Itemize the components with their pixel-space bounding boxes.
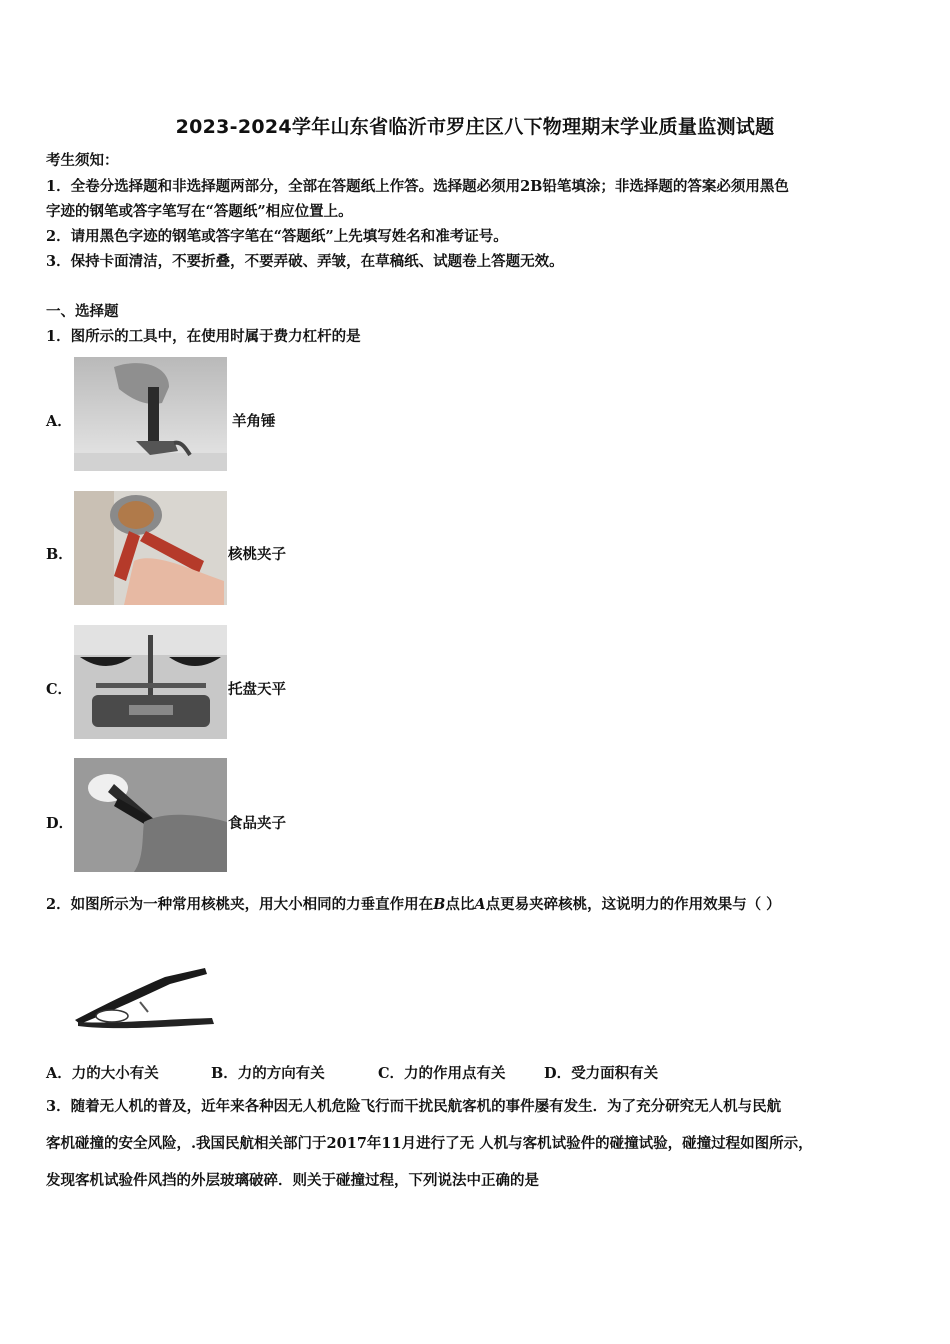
claw-hammer-photo-icon bbox=[74, 357, 227, 471]
notice-item-1-cont: 字迹的钢笔或答字笔写在“答题纸”相应位置上。 bbox=[46, 203, 353, 220]
q3-line-3: 发现客机试验件风挡的外层玻璃破碎．则关于碰撞过程，下列说法中正确的是 bbox=[46, 1172, 539, 1189]
notice-item-2: 2．请用黑色字迹的钢笔或答字笔在“答题纸”上先填写姓名和准考证号。 bbox=[46, 228, 508, 245]
notice-item-3: 3．保持卡面清洁，不要折叠，不要弄破、弄皱，在草稿纸、试题卷上答题无效。 bbox=[46, 253, 564, 270]
section-heading: 一、选择题 bbox=[46, 303, 119, 320]
notice-item-1: 1．全卷分选择题和非选择题两部分，全部在答题纸上作答。选择题必须用2B铅笔填涂；非选择题的答案必须用黑色 bbox=[46, 178, 789, 195]
q3-line-1: 3．随着无人机的普及，近年来各种因无人机危险飞行而干扰民航客机的事件屡有发生．为了充分研究无人机与民航 bbox=[46, 1098, 782, 1115]
q1-option-c-letter: C． bbox=[46, 681, 73, 698]
page-title: 2023-2024学年山东省临沂市罗庄区八下物理期末学业质量监测试题 bbox=[175, 116, 775, 138]
notice-heading: 考生须知： bbox=[46, 152, 119, 169]
q1-stem: 1．图所示的工具中，在使用时属于费力杠杆的是 bbox=[46, 328, 361, 345]
q1-option-d-label: 食品夹子 bbox=[228, 815, 286, 832]
q2-choice-a: A．力的大小有关 bbox=[46, 1065, 159, 1082]
q1-option-a-label: 羊角锤 bbox=[232, 413, 276, 430]
q3-line-2: 客机碰撞的安全风险，.我国民航相关部门于2017年11月进行了无 人机与客机试验件的碰撞试验，碰撞过程如图所示， bbox=[46, 1135, 813, 1152]
q2-stem: 2．如图所示为一种常用核桃夹，用大小相同的力垂直作用在B点比A点更易夹碎核桃，这说明力的作用效果与（ ） bbox=[46, 896, 781, 913]
q1-option-a-letter: A． bbox=[46, 413, 72, 430]
q2-choice-c: C．力的作用点有关 bbox=[378, 1065, 506, 1082]
balance-scale-photo-icon bbox=[74, 625, 227, 739]
q2-choice-b: B．力的方向有关 bbox=[211, 1065, 325, 1082]
q1-option-b-label: 核桃夹子 bbox=[228, 546, 286, 563]
nutcracker-photo-icon bbox=[74, 491, 227, 605]
q1-option-b-letter: B． bbox=[46, 546, 73, 563]
q2-choice-d: D．受力面积有关 bbox=[544, 1065, 659, 1082]
walnut-cracker-sketch-icon bbox=[70, 962, 220, 1032]
point-a-label: A bbox=[474, 896, 486, 913]
q1-option-d-letter: D． bbox=[46, 815, 74, 832]
point-b-label: B bbox=[433, 896, 446, 913]
food-tongs-photo-icon bbox=[74, 758, 227, 872]
q1-option-c-label: 托盘天平 bbox=[228, 681, 286, 698]
